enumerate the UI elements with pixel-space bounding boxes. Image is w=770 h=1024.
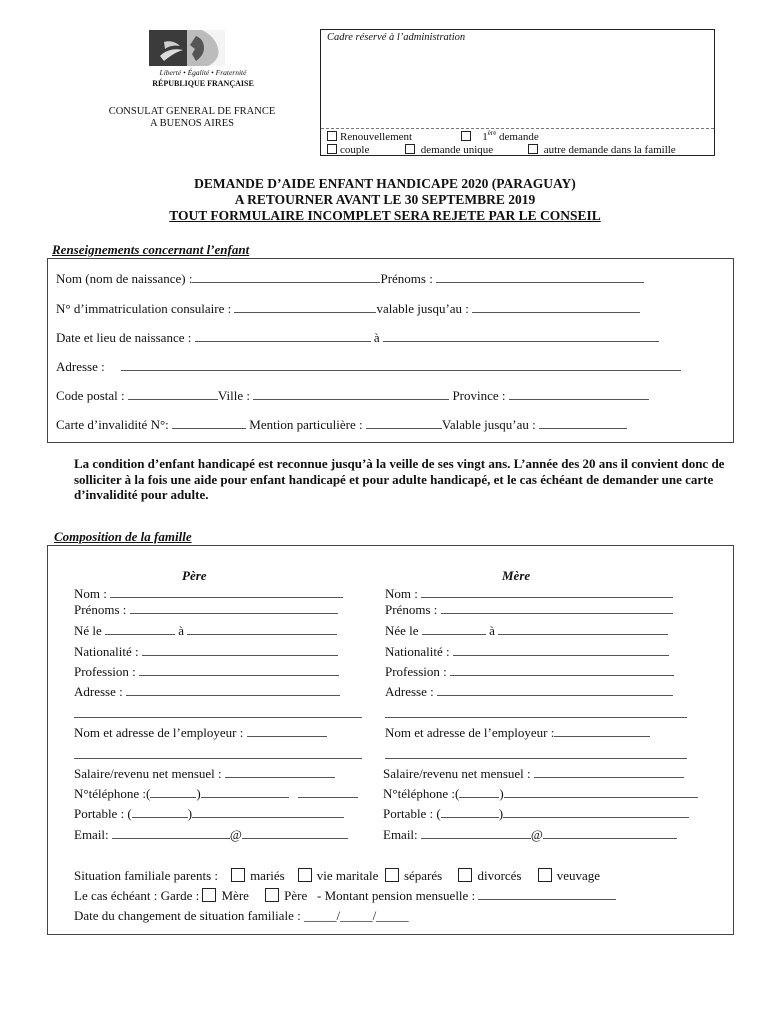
pere-employeur-input[interactable]: [247, 725, 327, 737]
pere-telephone-input[interactable]: [201, 786, 289, 798]
admin-box: [320, 29, 715, 156]
consulat-block: [92, 106, 292, 130]
checkbox-couple[interactable]: [327, 144, 337, 154]
mere-nom-field[interactable]: [385, 586, 673, 602]
pere-employeur-line-2[interactable]: [74, 758, 362, 759]
input-valable-2[interactable]: [539, 417, 627, 429]
pere-ne-field[interactable]: [74, 623, 337, 639]
field-adresse[interactable]: Adresse :: [56, 359, 681, 375]
input-code-postal[interactable]: [128, 388, 218, 400]
republic-motto: Liberté • Égalité • Fraternité: [159, 68, 247, 77]
checkbox-maries[interactable]: [231, 868, 245, 882]
note-handicap: La condition d’enfant handicapé est reconnue jusqu’à la veille de ses vingt ans. L’année des 20 ans il convient donc de solliciter à la fois une aide pour enfant handicapé et pour adulte handicapé, et le cas échéant de demander une carte d’invalidité pour adulte.: [74, 456, 725, 502]
pere-prenoms-field[interactable]: Prénoms :: [74, 602, 338, 618]
pere-portable-input[interactable]: [192, 806, 344, 818]
pere-nationalite-field[interactable]: [74, 644, 338, 660]
mere-employeur-line-2[interactable]: [385, 758, 687, 759]
checkbox-renouvellement[interactable]: [327, 131, 337, 141]
checkbox-garde-pere[interactable]: [265, 888, 279, 902]
field-date-lieu-naissance[interactable]: [56, 330, 659, 346]
mere-email-field[interactable]: [383, 827, 677, 843]
consulat-line-2: A BUENOS AIRES: [149, 118, 234, 129]
mere-adresse-label: Adresse :: [385, 684, 434, 699]
pere-telephone-field[interactable]: [74, 786, 358, 802]
pere-profession-input[interactable]: [139, 664, 339, 676]
mere-profession-label: Profession :: [385, 664, 447, 679]
label-province: Province :: [452, 388, 506, 403]
pere-telephone-prefix-input[interactable]: [150, 786, 196, 798]
mere-email-at: @: [530, 827, 543, 842]
pere-employeur-label: Nom et adresse de l’employeur: [74, 725, 237, 740]
option-demande-unique[interactable]: [405, 144, 493, 156]
mere-prenoms-input[interactable]: [441, 602, 673, 614]
checkbox-separes[interactable]: [385, 868, 399, 882]
pere-email-domain-input[interactable]: [242, 827, 348, 839]
pere-telephone-close: ): [196, 786, 201, 801]
pere-salaire-input[interactable]: [225, 766, 335, 778]
pere-prenoms-label: Prénoms: [74, 602, 120, 617]
mere-email-label: Email:: [383, 827, 418, 842]
form-title-line-2: A RETOURNER AVANT LE 30 SEPTEMBRE 2019: [234, 192, 536, 207]
premiere-text: demande: [499, 131, 539, 143]
mere-employeur-input[interactable]: [554, 725, 650, 737]
pere-portable-field[interactable]: [74, 806, 344, 822]
mere-portable-prefix-input[interactable]: [441, 806, 499, 818]
pere-email-user-input[interactable]: [112, 827, 230, 839]
input-ville[interactable]: [253, 388, 449, 400]
divorces-label: divorcés: [477, 868, 522, 883]
changement-date-input[interactable]: _____/_____/_____: [303, 908, 409, 923]
input-valable-1[interactable]: [472, 301, 640, 313]
pere-title: Père: [182, 568, 207, 583]
input-prenoms-enfant[interactable]: [436, 271, 644, 283]
changement-label: Date du changement de situation familiale :: [74, 908, 301, 923]
form-title-line-3: TOUT FORMULAIRE INCOMPLET SERA REJETE PAR LE CONSEIL: [169, 208, 601, 223]
mere-portable-field[interactable]: [383, 806, 689, 822]
section-famille-heading: Composition de la famille: [54, 529, 192, 544]
pere-nationalite-input[interactable]: [142, 644, 338, 656]
pere-email-at: @: [229, 827, 242, 842]
maries-label: mariés: [250, 868, 285, 883]
input-carte[interactable]: [172, 417, 246, 429]
pere-profession-label: Profession: [74, 664, 129, 679]
label-valable-1: valable jusqu’au: [376, 301, 463, 316]
checkbox-demande-unique[interactable]: [405, 144, 415, 154]
mere-email-user-input[interactable]: [421, 827, 531, 839]
pere-a-label: à: [178, 623, 185, 638]
option-demande-unique-label: demande unique: [420, 144, 494, 156]
mere-title: Mère: [502, 568, 531, 583]
mere-nee-input[interactable]: [422, 623, 486, 635]
mere-telephone-label: N°téléphone :(: [383, 786, 460, 801]
label-date-lieu: Date et lieu de naissance :: [56, 330, 192, 345]
pere-email-field[interactable]: [74, 827, 348, 843]
mere-nom-input[interactable]: [421, 586, 673, 598]
admin-box-title: Cadre réservé à l’administration: [327, 32, 466, 43]
republique-francaise-logo: [138, 28, 268, 88]
pere-nom-field[interactable]: [74, 586, 343, 602]
pere-salaire-label: Salaire/revenu net mensuel :: [74, 766, 222, 781]
label-code-postal: Code postal: [56, 388, 118, 403]
mere-prenoms-field[interactable]: [385, 602, 673, 618]
pere-prenoms-input[interactable]: [130, 602, 338, 614]
checkbox-vie-maritale[interactable]: [298, 868, 312, 882]
garde-mere-label: Mère: [221, 888, 249, 903]
section-famille-box: [47, 545, 734, 935]
mere-salaire-field[interactable]: Salaire/revenu net mensuel :: [383, 766, 684, 782]
label-nom-enfant: Nom (nom de naissance) :: [56, 271, 193, 286]
premiere-num: 1: [482, 131, 488, 143]
pere-adresse-line-2[interactable]: [74, 717, 362, 718]
label-carte: Carte d’invalidité N°:: [56, 417, 169, 432]
mere-nationalite-input[interactable]: [453, 644, 669, 656]
mere-salaire-input[interactable]: [534, 766, 684, 778]
mere-adresse-line-2[interactable]: [385, 717, 687, 718]
option-renouvellement[interactable]: [327, 131, 412, 143]
mere-salaire-label: Salaire/revenu net mensuel: [383, 766, 524, 781]
input-mention[interactable]: [366, 417, 442, 429]
mere-portable-label: Portable : (: [383, 806, 441, 821]
consulat-line-1: CONSULAT GENERAL DE FRANCE: [108, 106, 276, 117]
mere-prenoms-label: Prénoms :: [385, 602, 438, 617]
republic-name: RÉPUBLIQUE FRANÇAISE: [152, 79, 254, 88]
input-immatriculation[interactable]: [234, 301, 376, 313]
mere-nationalite-label: Nationalité :: [385, 644, 450, 659]
mere-a-label: à: [489, 623, 495, 638]
checkbox-premiere-demande[interactable]: [461, 131, 471, 141]
option-autre-demande[interactable]: [528, 144, 676, 156]
mere-portable-close: ): [498, 806, 504, 821]
pere-ne-label: Né le: [74, 623, 102, 638]
marianne-logo-icon: [138, 28, 268, 68]
label-a: à: [373, 330, 380, 345]
input-adresse[interactable]: [121, 359, 681, 371]
situation-label: Situation familiale parents :: [74, 868, 219, 883]
separes-label: séparés: [403, 868, 443, 883]
mere-nationalite-field[interactable]: [385, 644, 669, 660]
garde-row: [74, 888, 616, 904]
mere-nee-label: Née le: [385, 623, 419, 638]
pere-portable-close: ): [187, 806, 193, 821]
pere-salaire-field[interactable]: [74, 766, 335, 782]
pere-lieu-input[interactable]: [187, 623, 337, 635]
situation-row: [74, 868, 600, 884]
checkbox-garde-mere[interactable]: [202, 888, 216, 902]
pere-ne-input[interactable]: [105, 623, 175, 635]
mere-employeur-label: Nom et adresse de l’employeur :: [385, 725, 555, 740]
option-couple[interactable]: [327, 144, 369, 156]
pere-employeur-field[interactable]: Nom et adresse de l’employeur :: [74, 725, 327, 741]
pere-adresse-label: Adresse: [74, 684, 116, 699]
input-date-naissance[interactable]: [195, 330, 371, 342]
mere-nee-field[interactable]: [385, 623, 668, 639]
pere-telephone-label: N°téléphone :(: [74, 786, 151, 801]
mere-telephone-prefix-input[interactable]: [459, 786, 499, 798]
form-title-line-1: DEMANDE D’AIDE ENFANT HANDICAPE 2020 (PARAGUAY): [194, 176, 576, 191]
field-carte-invalidite[interactable]: Carte d’invalidité N°: Mention particulière : Valable jusqu’au :: [56, 417, 627, 433]
pere-adresse-input[interactable]: [126, 684, 340, 696]
pere-nom-input[interactable]: [110, 586, 343, 598]
option-autre-demande-label: autre demande dans la famille: [543, 144, 676, 156]
option-premiere-demande[interactable]: [461, 129, 539, 143]
option-couple-label: couple: [340, 144, 370, 156]
mere-profession-field[interactable]: [385, 664, 674, 680]
mere-telephone-field[interactable]: [383, 786, 698, 802]
checkbox-divorces[interactable]: [458, 868, 472, 882]
mere-adresse-field[interactable]: [385, 684, 673, 700]
option-renouvellement-label: Renouvellement: [340, 131, 413, 143]
section-enfant-box: [47, 258, 734, 443]
field-nom-enfant[interactable]: [56, 271, 644, 287]
label-prenoms-enfant: Prénoms :: [380, 271, 433, 286]
mere-portable-input[interactable]: [503, 806, 689, 818]
input-province[interactable]: [509, 388, 649, 400]
field-immatriculation[interactable]: N° d’immatriculation consulaire : valable jusqu’au :: [56, 301, 640, 317]
label-ville: Ville :: [217, 388, 250, 403]
veuvage-label: veuvage: [556, 868, 601, 883]
garde-pere-label: Père: [284, 888, 308, 903]
input-lieu-naissance[interactable]: [383, 330, 659, 342]
mere-telephone-input[interactable]: [504, 786, 698, 798]
pere-profession-field[interactable]: Profession :: [74, 664, 339, 680]
field-code-postal-ville[interactable]: Code postal : Ville : Province :: [56, 388, 649, 404]
pere-email-label: Email:: [74, 827, 109, 842]
pere-portable-prefix-input[interactable]: [132, 806, 188, 818]
pere-telephone-extra-input[interactable]: [298, 786, 358, 798]
pere-adresse-field[interactable]: Adresse :: [74, 684, 340, 700]
section-enfant-heading: Renseignements concernant l’enfant: [52, 242, 250, 257]
premiere-sup: ère: [487, 129, 497, 137]
mere-adresse-input[interactable]: [437, 684, 673, 696]
label-valable-2: Valable jusqu’au: [441, 417, 529, 432]
checkbox-autre-demande[interactable]: [528, 144, 538, 154]
pension-input[interactable]: [478, 888, 616, 900]
mere-email-domain-input[interactable]: [543, 827, 677, 839]
mere-nom-label: Nom :: [385, 586, 418, 601]
mere-employeur-field[interactable]: [385, 725, 650, 741]
vie-maritale-label: vie maritale: [316, 868, 379, 883]
label-mention: Mention particulière :: [249, 417, 363, 432]
mere-profession-input[interactable]: [450, 664, 674, 676]
label-adresse: Adresse: [56, 359, 98, 374]
mere-telephone-close: ): [499, 786, 504, 801]
pere-nom-label: Nom :: [74, 586, 107, 601]
changement-row[interactable]: [74, 908, 409, 924]
pension-label: - Montant pension mensuelle :: [317, 888, 476, 903]
pere-portable-label: Portable : (: [74, 806, 132, 821]
garde-label: Le cas échéant : Garde :: [74, 888, 200, 903]
mere-lieu-input[interactable]: [498, 623, 668, 635]
pere-nationalite-label: Nationalité :: [74, 644, 139, 659]
input-nom-enfant[interactable]: [192, 271, 380, 283]
label-immatriculation: N° d’immatriculation consulaire :: [56, 301, 232, 316]
checkbox-veuvage[interactable]: [538, 868, 552, 882]
